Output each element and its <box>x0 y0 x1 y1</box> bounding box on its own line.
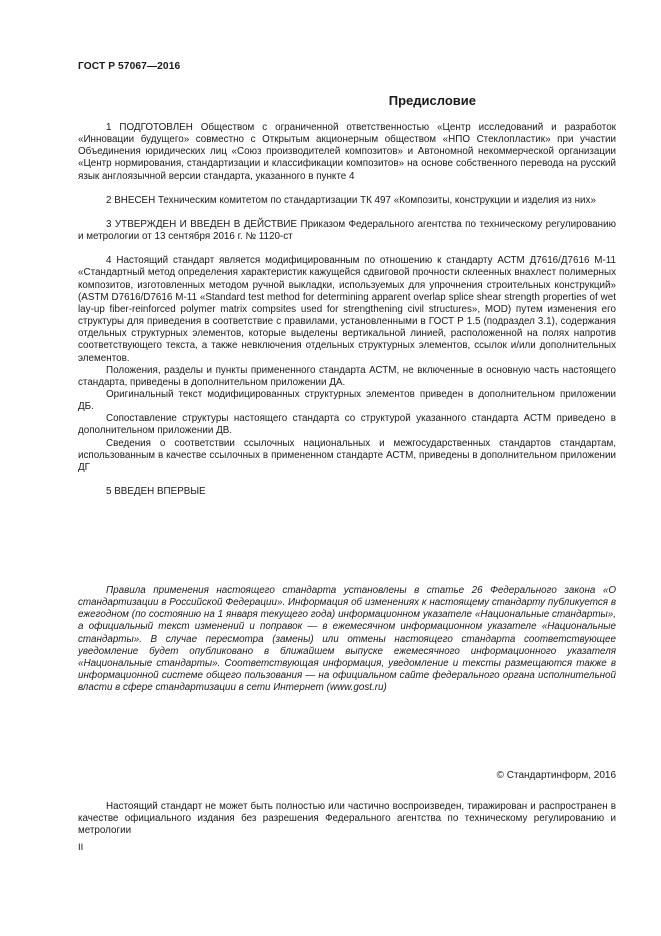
document-header-id: ГОСТ Р 57067—2016 <box>78 61 181 72</box>
section-title: Предисловие <box>388 93 476 108</box>
item-provisions: Положения, разделы и пункты примененного стандарта АСТМ, не включенные в основную часть настоящего стандарта, приведены в дополнительном приложении ДА. <box>78 364 616 388</box>
item-original-text: Оригинальный текст модифицированных структурных элементов приведен в дополнительном приложении ДБ. <box>78 388 616 413</box>
item-introduced: 5 ВВЕДЕН ВПЕРВЫЕ <box>106 486 206 498</box>
item-submitted: 2 ВНЕСЕН Техническим комитетом по стандартизации ТК 497 «Композиты, конструкции и изделия из них» <box>106 194 596 206</box>
reproduction-text: Настоящий стандарт не может быть полностью или частично воспроизведен, тиражирован и распространен в качестве официального издания без разрешения Федерального агентства по техническому регулированию и метрологии <box>78 801 616 837</box>
item-prepared: 1 ПОДГОТОВЛЕН Обществом с ограниченной ответственностью «Центр исследований и разработок «Инновации будущего» совместно с Открытым акционерным обществом «НПО Стеклопластик» при участии Объединения юридических лиц «Союз производителей композитов» и Автономной некоммерческой организации «Центр нормирования, стандартизации и классификации композитов» на основе собственного перевода на русский язык англоязычной версии стандарта, указанного в пункте 4 <box>78 122 616 182</box>
foreword-body <box>78 122 616 498</box>
page-number: II <box>78 842 84 853</box>
item-reference-standards: Сведения о соответствии ссылочных национальных и межгосударственных стандартов стандартам, использованным в качестве ссылочных в примененном стандарте АСТМ, приведены в дополнительном приложении ДГ <box>78 437 616 473</box>
item-approved: 3 УТВЕРЖДЕН И ВВЕДЕН В ДЕЙСТВИЕ Приказом Федерального агентства по техническому регулированию и метрологии от 13 сентября 2016 г. № 1120-ст <box>78 218 616 243</box>
item-structure-comparison: Сопоставление структуры настоящего стандарта со структурой указанного стандарта АСТМ приведено в дополнительном приложении ДВ. <box>78 413 616 437</box>
item-modified: 4 Настоящий стандарт является модифицированным по отношению к стандарту АСТМ Д7616/Д7616 М-11 «Стандартный метод определения характеристик кажущейся сдвиговой прочности склеенных внахлест полимерных композитов, изготовленных методом ручной выкладки, используемых для упрочнения строительных конструкций» (ASTM D7616/D7616 M-11 «Standard test method for determining apparent overlap splice shear strength properties of wet lay-up fiber-reinforced polymer matrix compsites used for strengthening civil structures», MOD) путем изменения его структуры для приведения в соответствие с правилами, установленными в ГОСТ Р 1.5 (подраздел 3.1), содержания отдельных структурных элементов, которые выделены вертикальной линией, расположенной на полях напротив соответствующего текста, а также невключения отдельных структурных элементов, ссылок и/или дополнительных элементов. <box>78 255 616 364</box>
reproduction-notice <box>78 801 616 837</box>
notice-text: Правила применения настоящего стандарта установлены в статье 26 Федерального закона «О стандартизации в Российской Федерации». Информация об изменениях к настоящему стандарту публикуется в ежегодном (по состоянию на 1 января текущего года) информационном указателе «Национальные стандарты», а официальный текст изменений и поправок — в ежемесячном информационном указателе «Национальные стандарты». В случае пересмотра (замены) или отмены настоящего стандарта соответствующее уведомление будет опубликовано в ближайшем выпуске ежемесячного информационного указателя «Национальные стандарты». Соответствующая информация, уведомление и тексты размещаются также в информационной системе общего пользования — на официальном сайте федерального органа исполнительной власти в сфере стандартизации в сети Интернет (www.gost.ru) <box>78 585 616 694</box>
application-notice <box>78 585 616 694</box>
copyright-line: © Стандартинформ, 2016 <box>496 770 616 781</box>
